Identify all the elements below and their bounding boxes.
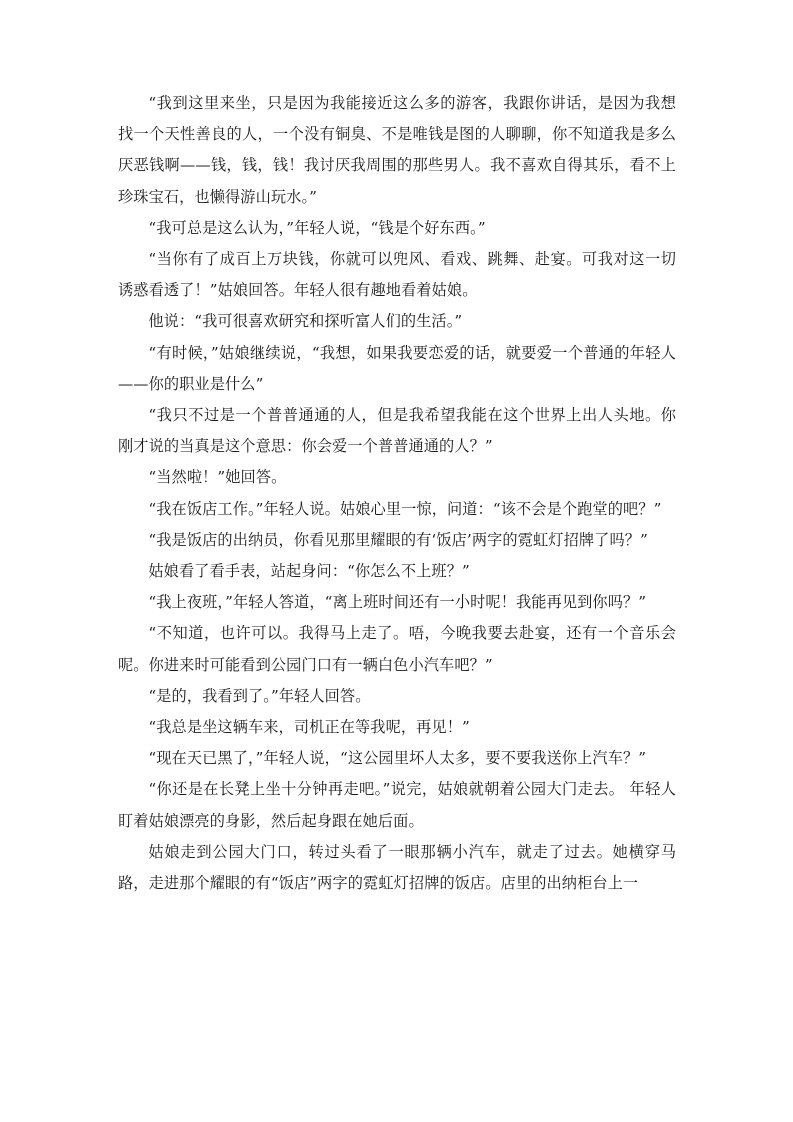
paragraph-7: “当然啦！”她回答。 bbox=[148, 468, 287, 487]
paragraph-1: “我到这里来坐，只是因为我能接近这么多的游客，我跟你讲话，是因为我想找一个天性善良的人，一个没有铜臭、不是唯钱是图的人聊聊，你不知道我是多么厌恶钱啊——钱，钱，钱！我讨厌我周围的那些男人。我不喜欢自得其乐，看不上珍珠宝石，也懒得游山玩水。” bbox=[118, 94, 676, 206]
paragraph-15: “现在天已黑了，”年轻人说，“这公园里坏人太多，要不要我送你上汽车？” bbox=[148, 749, 647, 768]
paragraph-17: 姑娘走到公园大门口，转过头看了一眼那辆小汽车，就走了过去。她横穿马路，走进那个耀眼的有“饭店”两字的霓虹灯招牌的饭店。店里的出纳柜台上一 bbox=[118, 842, 676, 893]
paragraph-3: “当你有了成百上万块钱，你就可以兜风、看戏、跳舞、赴宴。可我对这一切诱惑看透了！”姑娘回答。年轻人很有趣地看着姑娘。 bbox=[118, 250, 676, 300]
paragraph-11: “我上夜班，”年轻人答道，“离上班时间还有一小时呢！我能再见到你吗？” bbox=[148, 593, 647, 612]
paragraph-10: 姑娘看了看手表，站起身问：“你怎么不上班？” bbox=[148, 562, 470, 581]
paragraph-12: “不知道，也许可以。我得马上走了。唔，今晚我要去赴宴，还有一个音乐会呢。你进来时可能看到公园门口有一辆白色小汽车吧？” bbox=[118, 624, 676, 674]
paragraph-6: “我只不过是一个普普通通的人，但是我希望我能在这个世界上出人头地。你刚才说的当真是这个意思：你会爱一个普普通通的人？” bbox=[118, 406, 676, 456]
paragraph-9: “我是饭店的出纳员，你看见那里耀眼的有‘饭店’两字的霓虹灯招牌了吗？” bbox=[148, 530, 648, 549]
paragraph-8: “我在饭店工作。”年轻人说。姑娘心里一惊，问道：“该不会是个跑堂的吧？” bbox=[148, 499, 662, 518]
paragraph-13: “是的，我看到了。”年轻人回答。 bbox=[148, 686, 371, 705]
paragraph-4: 他说：“我可很喜欢研究和探听富人们的生活。” bbox=[148, 312, 463, 331]
document-body bbox=[118, 88, 676, 899]
paragraph-5: “有时候，”姑娘继续说，“我想，如果我要恋爱的话，就要爱一个普通的年轻人——你的职业是什么” bbox=[118, 343, 676, 393]
paragraph-16: “你还是在长凳上坐十分钟再走吧。”说完，姑娘就朝着公园大门走去。 年轻人盯着姑娘漂亮的身影，然后起身跟在她后面。 bbox=[118, 780, 676, 830]
paragraph-2: “我可总是这么认为，”年轻人说，“钱是个好东西。” bbox=[148, 218, 486, 237]
paragraph-14: “我总是坐这辆车来，司机正在等我呢，再见！” bbox=[148, 718, 470, 737]
